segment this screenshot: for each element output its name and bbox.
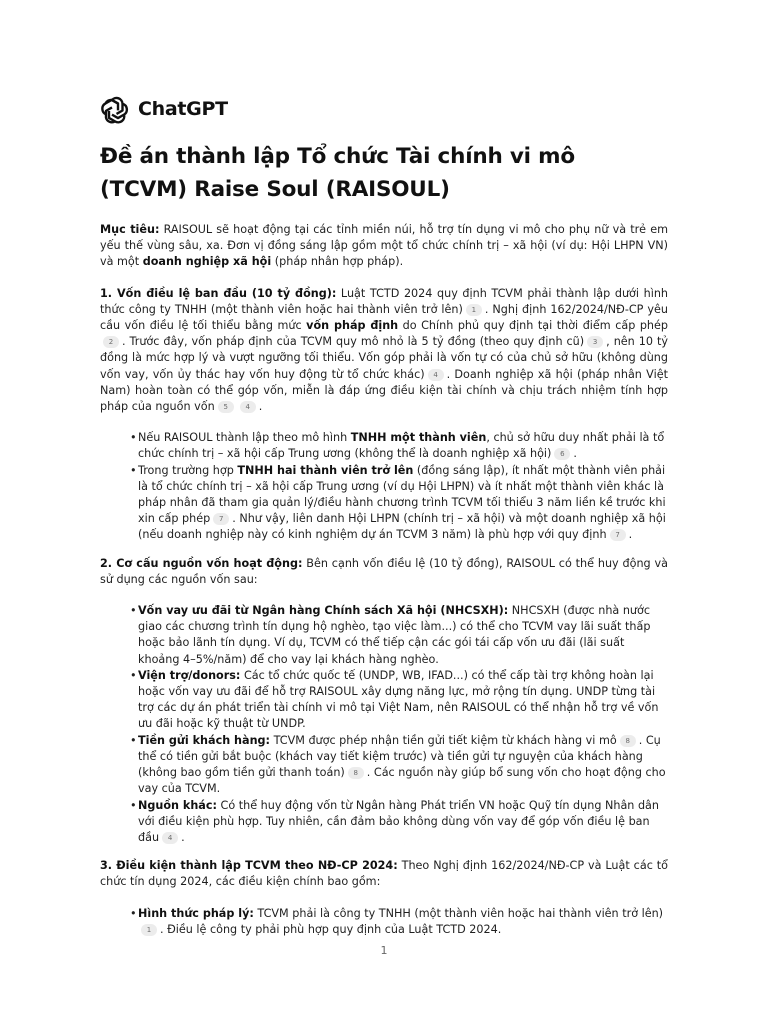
list-item bbox=[130, 603, 668, 668]
citation-badge[interactable]: 1 bbox=[466, 304, 482, 316]
text: , nên 10 tỷ đồng là mức hợp lý và vượt ngưỡng tối thiểu. Vốn góp phải là vốn tự có của chủ sở hữu (không dùng vốn vay, vốn ủy thác hay vốn huy động từ tổ chức khác) bbox=[100, 335, 668, 381]
text: . bbox=[628, 528, 633, 542]
section-heading: 3. Điều kiện thành lập TCVM theo NĐ-CP 2024: bbox=[100, 859, 398, 873]
text: (đồng sáng lập), ít nhất một thành viên phải là tổ chức chính trị – xã hội cấp Trung ương (ví dụ Hội LHPN) và ít nhất một thành viên khác là pháp nhân đã tham gia quản lý/điều hành chương trình TCVM tối thiểu 3 năm liền kề trước khi xin cấp phép bbox=[138, 463, 666, 526]
list-item bbox=[130, 430, 668, 462]
text: Bên cạnh vốn điều lệ (10 tỷ đồng), RAISOUL có thể huy động và sử dụng các nguồn vốn sau: bbox=[100, 556, 668, 586]
intro-paragraph bbox=[100, 222, 668, 271]
page-title: Đề án thành lập Tổ chức Tài chính vi mô (TCVM) Raise Soul (RAISOUL) bbox=[100, 144, 575, 202]
text: . bbox=[573, 447, 577, 461]
text: . Nghị định 162/2024/NĐ-CP yêu cầu vốn điều lệ tối thiểu bằng mức bbox=[100, 302, 668, 333]
text: . Như vậy, liên danh Hội LHPN (chính trị – xã hội) và một doanh nghiệp xã hội (nếu doanh nghiệp này có kinh nghiệm dự án TCVM 3 năm) là phù hợp với quy định bbox=[138, 512, 666, 542]
citation-badge[interactable]: 7 bbox=[213, 513, 229, 525]
brand-name: ChatGPT bbox=[138, 98, 228, 120]
bold-text: Vốn vay ưu đãi từ Ngân hàng Chính sách Xã hội (NHCSXH): bbox=[138, 604, 509, 618]
text: NHCSXH (được nhà nước giao các chương trình tín dụng hộ nghèo, tạo việc làm...) có thể cho TCVM vay lãi suất thấp hoặc bảo lãnh tín dụng. Ví dụ, TCVM có thể tiếp cận các gói tái cấp vốn ưu đãi (lãi suất khoảng 4–5%/năm) để cho vay lại khách hàng nghèo. bbox=[138, 604, 651, 666]
document-body bbox=[100, 140, 668, 950]
text: Theo Nghị định 162/2024/NĐ-CP và Luật các tổ chức tín dụng 2024, các điều kiện chính bao gồm: bbox=[100, 859, 668, 889]
citation-badge[interactable]: 3 bbox=[587, 336, 603, 348]
text: TCVM được phép nhận tiền gửi tiết kiệm từ khách hàng vi mô bbox=[270, 733, 617, 747]
text: . bbox=[258, 400, 263, 414]
text: . bbox=[181, 830, 185, 844]
citation-badge[interactable]: 1 bbox=[141, 924, 157, 936]
text: (pháp nhân hợp pháp). bbox=[271, 255, 404, 269]
text: , chủ sở hữu duy nhất phải là tổ chức chính trị – xã hội cấp Trung ương (không thể là doanh nghiệp xã hội) bbox=[138, 431, 665, 461]
text: TCVM phải là công ty TNHH (một thành viên hoặc hai thành viên trở lên) bbox=[253, 906, 664, 920]
text: . Trước đây, vốn pháp định của TCVM quy mô nhỏ là 5 tỷ đồng (theo quy định cũ) bbox=[122, 335, 585, 349]
text: . Doanh nghiệp xã hội (pháp nhân Việt Nam) hoàn toàn có thể góp vốn, miễn là đáp ứng điều kiện tài chính và chịu trách nhiệm tính hợp pháp của nguồn vốn bbox=[100, 367, 668, 414]
list-item bbox=[130, 668, 668, 733]
brand-header bbox=[100, 94, 228, 124]
text: . Cụ thể có tiền gửi bắt buộc (khách vay tiết kiệm trước) và tiền gửi tự nguyện của khách hàng (không bao gồm tiền gửi thanh toán) bbox=[138, 733, 661, 780]
section-2-list bbox=[100, 603, 668, 846]
bold-text: Tiền gửi khách hàng: bbox=[138, 733, 271, 747]
bold-text: doanh nghiệp xã hội bbox=[142, 255, 272, 269]
section-2-paragraph bbox=[100, 556, 668, 588]
section-1-paragraph bbox=[100, 286, 668, 416]
intro-label: Mục tiêu: bbox=[100, 223, 160, 236]
text: RAISOUL sẽ hoạt động tại các tỉnh miền núi, hỗ trợ tín dụng vi mô cho phụ nữ và trẻ em yếu thế vùng sâu, xa. Đơn vị đồng sáng lập gồm một tổ chức chính trị – xã hội (ví dụ: Hội LHPN VN) và một bbox=[100, 223, 668, 269]
text: Có thể huy động vốn từ Ngân hàng Phát triển VN hoặc Quỹ tín dụng Nhân dân với điều kiện phù hợp. Tuy nhiên, cần đảm bảo không dùng vốn vay để góp vốn điều lệ ban đầu bbox=[138, 798, 660, 844]
citation-badge[interactable]: 5 bbox=[218, 401, 234, 413]
bold-text: Hình thức pháp lý: bbox=[138, 906, 254, 920]
list-item bbox=[130, 733, 668, 798]
citation-badge[interactable]: 6 bbox=[554, 448, 570, 460]
openai-knot-icon bbox=[100, 94, 130, 124]
citation-badge[interactable]: 4 bbox=[428, 369, 444, 381]
citation-badge[interactable]: 8 bbox=[348, 767, 364, 779]
list-item bbox=[130, 798, 668, 847]
page-number: 1 bbox=[380, 944, 388, 957]
text: . Điều lệ công ty phải phù hợp quy định của Luật TCTD 2024. bbox=[160, 922, 502, 936]
bold-text: TNHH một thành viên bbox=[350, 431, 487, 445]
text: Luật TCTD 2024 quy định TCVM phải thành lập dưới hình thức công ty TNHH (một thành viên hoặc hai thành viên trở lên) bbox=[100, 286, 668, 316]
list-item bbox=[130, 463, 668, 544]
bold-text: Viện trợ/donors: bbox=[138, 668, 241, 682]
text: do Chính phủ quy định tại thời điểm cấp phép bbox=[398, 319, 668, 333]
bold-text: TNHH hai thành viên trở lên bbox=[237, 463, 414, 477]
section-1-list bbox=[100, 430, 668, 543]
citation-badge[interactable]: 4 bbox=[240, 401, 256, 413]
bold-text: Nguồn khác: bbox=[138, 798, 217, 812]
section-3-list bbox=[100, 906, 668, 938]
section-heading: 1. Vốn điều lệ ban đầu (10 tỷ đồng): bbox=[100, 286, 337, 300]
text: Nếu RAISOUL thành lập theo mô hình bbox=[138, 431, 351, 445]
citation-badge[interactable]: 2 bbox=[103, 336, 119, 348]
citation-badge[interactable]: 8 bbox=[620, 735, 636, 747]
bold-text: vốn pháp định bbox=[306, 319, 399, 333]
section-heading: 2. Cơ cấu nguồn vốn hoạt động: bbox=[100, 556, 303, 570]
text: Các tổ chức quốc tế (UNDP, WB, IFAD...) có thể cấp tài trợ không hoàn lại hoặc vốn vay ưu đãi để hỗ trợ RAISOUL xây dựng năng lực, mở rộng tín dụng. UNDP từng tài trợ các dự án phát triển tài chính vi mô tại Việt Nam, nên RAISOUL có thể nhận hỗ trợ về vốn ưu đãi hoặc kỹ thuật từ UNDP. bbox=[138, 668, 659, 731]
citation-badge[interactable]: 7 bbox=[610, 529, 626, 541]
text: Trong trường hợp bbox=[138, 463, 238, 477]
list-item bbox=[130, 906, 668, 938]
citation-badge[interactable]: 4 bbox=[162, 832, 178, 844]
text: . Các nguồn này giúp bổ sung vốn cho hoạt động cho vay của TCVM. bbox=[138, 766, 666, 796]
section-3-paragraph bbox=[100, 858, 668, 890]
